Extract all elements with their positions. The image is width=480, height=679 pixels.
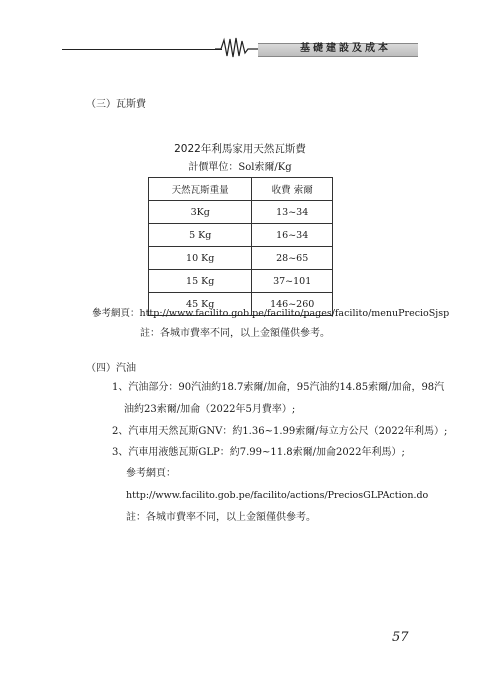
column-header: 天然瓦斯重量	[149, 178, 252, 201]
fuel-item-1-cont: 油約23索爾/加侖（2022年5月費率）;	[124, 404, 296, 415]
heartbeat-wave-icon	[215, 36, 263, 60]
section-heading-gas: （三）瓦斯費	[86, 99, 146, 110]
note-gas: 註：各城市費率不同，以上金額僅供參考。	[140, 328, 330, 339]
weight-cell: 3Kg	[149, 201, 252, 224]
column-header: 收費 索爾	[252, 178, 333, 201]
table-title: 2022年利馬家用天然瓦斯費	[174, 143, 306, 155]
fuel-item-1: 1、汽油部分：90汽油約18.7索爾/加侖，95汽油約14.85索爾/加侖，98汽	[112, 382, 445, 393]
price-cell: 37~101	[252, 270, 333, 293]
weight-cell: 10 Kg	[149, 247, 252, 270]
price-cell: 13~34	[252, 201, 333, 224]
reference-link-gas[interactable]: 參考網頁：http://www.facilito.gob.pe/facilito/pages/facilito/menuPrecioSjsp	[92, 308, 450, 319]
weight-cell: 45 Kg	[149, 293, 252, 316]
gas-rate-table	[148, 177, 333, 316]
page-number: 57	[392, 630, 409, 645]
section-heading-fuel: （四）汽油	[86, 363, 136, 374]
header-rule	[62, 49, 222, 50]
note-fuel: 註：各城市費率不同，以上金額僅供參考。	[126, 512, 316, 523]
weight-cell: 15 Kg	[149, 270, 252, 293]
table-row	[149, 224, 333, 247]
chapter-title: 基礎建設及成本	[300, 43, 391, 54]
fuel-item-3: 3、汽車用液態瓦斯GLP：約7.99~11.8索爾/加侖2022年利馬）;	[112, 447, 405, 458]
reference-link-fuel[interactable]: http://www.facilito.gob.pe/facilito/actions/PreciosGLPAction.do	[126, 490, 429, 501]
table-row	[149, 247, 333, 270]
table-row	[149, 201, 333, 224]
reference-label: 參考網頁：	[126, 468, 176, 479]
price-cell: 146~260	[252, 293, 333, 316]
table-unit: 計價單位：Sol索爾/Kg	[188, 162, 292, 173]
table-row	[149, 270, 333, 293]
fuel-item-2: 2、汽車用天然瓦斯GNV：約1.36~1.99索爾/每立方公尺（2022年利馬）;	[112, 426, 448, 437]
table-header-row	[149, 178, 333, 201]
weight-cell: 5 Kg	[149, 224, 252, 247]
price-cell: 28~65	[252, 247, 333, 270]
price-cell: 16~34	[252, 224, 333, 247]
